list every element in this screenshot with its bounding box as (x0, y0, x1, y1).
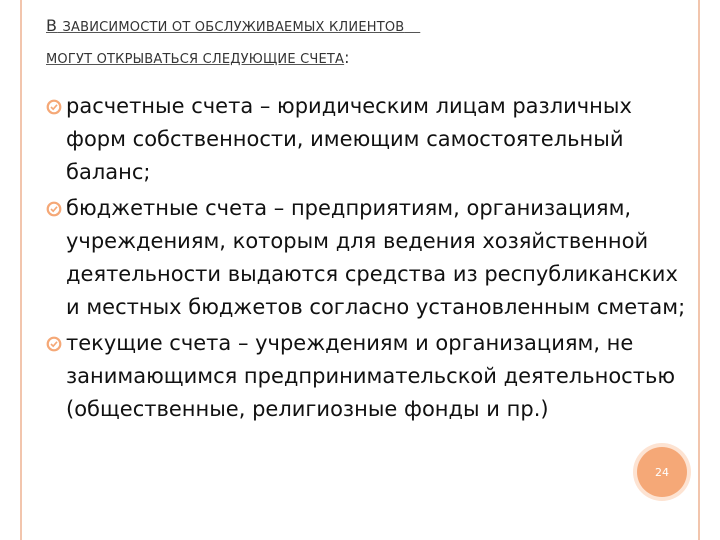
bullet-text: расчетные счета – юридическим лицам различных форм собственности, имеющим самостоятельный баланс; (66, 94, 632, 184)
list-item (46, 192, 696, 324)
page-number: 24 (655, 465, 669, 479)
title-initial: В (46, 16, 58, 35)
bullet-text: бюджетные счета – предприятиям, организациям, учреждениям, которым для ведения хозяйственной деятельности выдаются средства из республиканских и местных бюджетов согласно установленным сметам; (66, 196, 686, 319)
circle-check-icon (46, 99, 62, 115)
slide-title-line-2 (46, 48, 350, 67)
title-line1-text: ЗАВИСИМОСТИ ОТ ОБСЛУЖИВАЕМЫХ КЛИЕНТОВ (62, 20, 405, 35)
page-number-badge (637, 447, 687, 497)
list-item (46, 90, 696, 189)
title-line2-text: МОГУТ ОТКРЫВАТЬСЯ СЛЕДУЮЩИЕ СЧЕТА (46, 52, 345, 67)
circle-check-icon (46, 201, 62, 217)
bullet-text: текущие счета – учреждениям и организациям, не занимающимся предпринимательской деятельностью (общественные, религиозные фонды и пр.) (66, 331, 676, 421)
list-item (46, 327, 696, 426)
circle-check-icon (46, 336, 62, 352)
slide-title-line-1 (46, 16, 420, 35)
bullet-list (46, 90, 696, 429)
title-colon: : (344, 48, 350, 67)
